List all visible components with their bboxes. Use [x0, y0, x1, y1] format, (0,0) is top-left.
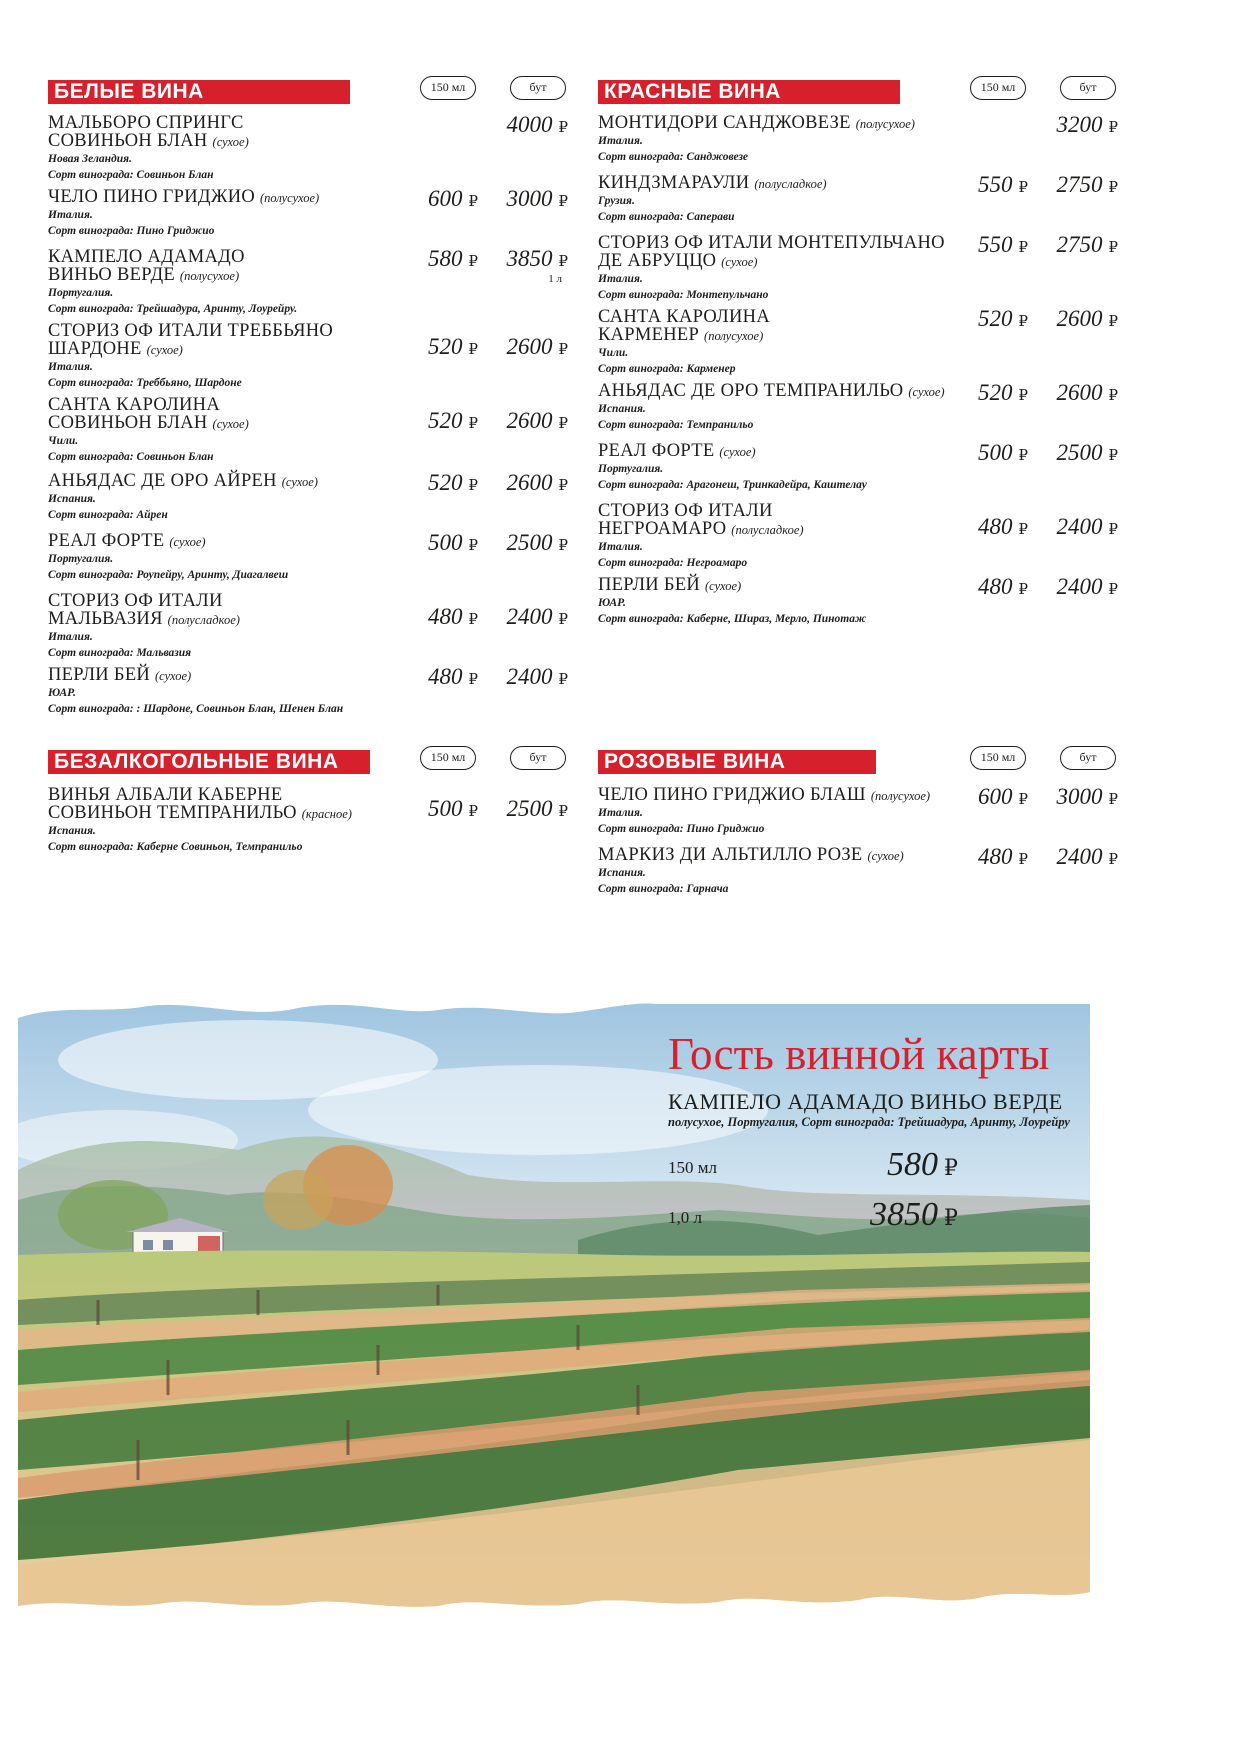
guest-price-row: [668, 1144, 1208, 1194]
wine-grape: Сорт винограда: Пино Гриджио: [48, 225, 215, 237]
section-rose-wines: [598, 746, 1118, 895]
wine-name: СТОРИЗ ОФ ИТАЛИ НЕГРОАМАРО: [598, 501, 773, 539]
glass-price: 550 ₽: [977, 232, 1028, 257]
glass-price: 520 ₽: [427, 334, 478, 359]
wine-grape: Сорт винограда: Совиньон Блан: [48, 169, 214, 181]
bottle-price: 3000 ₽: [506, 186, 568, 211]
wine-name: МАЛЬБОРО СПРИНГС СОВИНЬОН БЛАН: [48, 113, 244, 151]
wine-style: (сухое): [212, 417, 249, 431]
wine-country: Италия.: [598, 807, 643, 819]
glass-price: 500 ₽: [427, 796, 478, 821]
wine-name: ЧЕЛО ПИНО ГРИДЖИО БЛАШ: [598, 785, 866, 805]
wine-name: ЧЕЛО ПИНО ГРИДЖИО: [48, 187, 256, 207]
glass-price: 480 ₽: [427, 664, 478, 689]
wine-grape: Сорт винограда: Треббьяно, Шардоне: [48, 377, 242, 389]
wine-item: [48, 666, 568, 717]
bottle-column-label: бут: [1060, 746, 1116, 770]
wine-name: АНЬЯДАС ДЕ ОРО АЙРЕН: [48, 471, 277, 491]
wine-name: ПЕРЛИ БЕЙ: [598, 575, 701, 595]
wine-item: [598, 442, 1118, 493]
wine-item: [598, 846, 1118, 897]
bottle-price: 2750 ₽: [1056, 172, 1118, 197]
wine-grape: Сорт винограда: Санджовезе: [598, 151, 749, 163]
wine-country: Италия.: [598, 541, 643, 553]
section-title: БЕЛЫЕ ВИНА: [48, 80, 350, 104]
bottle-price: 2600 ₽: [1056, 380, 1118, 405]
wine-grape: Сорт винограда: Саперави: [598, 211, 735, 223]
section-red-wines: [598, 76, 1118, 625]
bottle-price: 2400 ₽: [1056, 844, 1118, 869]
glass-price: 520 ₽: [977, 380, 1028, 405]
glass-price: 520 ₽: [977, 306, 1028, 331]
bottle-price: 2400 ₽: [506, 664, 568, 689]
glass-price: 480 ₽: [977, 514, 1028, 539]
section-title: БЕЗАЛКОГОЛЬНЫЕ ВИНА: [48, 750, 370, 774]
wine-style: (полусухое): [704, 329, 764, 343]
bottle-price: 2500 ₽: [506, 796, 568, 821]
wine-country: Испания.: [48, 493, 96, 505]
bottle-price: 2500 ₽: [506, 530, 568, 555]
wine-country: Италия.: [48, 361, 93, 373]
wine-item: [48, 114, 568, 183]
bottle-price: 2600 ₽: [506, 470, 568, 495]
wine-style: (полусладкое): [731, 523, 804, 537]
wine-style: (полусухое): [259, 191, 320, 205]
bottle-price: 2500 ₽: [1056, 440, 1118, 465]
wine-item: [598, 308, 1118, 377]
wine-style: (сухое): [281, 475, 318, 489]
wine-grape: Сорт винограда: Роупейру, Аринту, Диагалвеш: [48, 569, 289, 581]
guest-volume: 1,0 л: [668, 1208, 702, 1227]
wine-grape: Сорт винограда: Мальвазия: [48, 647, 192, 659]
wine-grape: Сорт винограда: Совиньон Блан: [48, 451, 214, 463]
wine-grape: Сорт винограда: Каберне, Шираз, Мерло, Пинотаж: [598, 613, 866, 625]
wine-style: (красное): [301, 807, 352, 821]
guest-price-row: [668, 1194, 1208, 1244]
bottle-price: 2750 ₽: [1056, 232, 1118, 257]
guest-title: Гость винной карты: [668, 1029, 1050, 1079]
glass-price: 500 ₽: [427, 530, 478, 555]
wine-grape: Сорт винограда: Айрен: [48, 509, 168, 521]
bottle-price: 3850 ₽: [506, 246, 568, 271]
wine-item: [598, 786, 1118, 837]
wine-country: Испания.: [598, 403, 646, 415]
bottle-volume-note: 1 л: [548, 273, 562, 285]
wine-grape: Сорт винограда: Арагонеш, Тринкадейра, Каштелау: [598, 479, 867, 491]
guest-price: 3850 ₽: [870, 1196, 958, 1233]
glass-price: 520 ₽: [427, 408, 478, 433]
wine-grape: Сорт винограда: Гарнача: [598, 883, 729, 895]
bottle-price: 2400 ₽: [1056, 574, 1118, 599]
wine-name: КИНДЗМАРАУЛИ: [598, 173, 750, 193]
wine-country: Португалия.: [48, 553, 114, 565]
guest-wine-name: КАМПЕЛО АДАМАДО ВИНЬО ВЕРДЕ: [668, 1089, 1063, 1114]
wine-style: (сухое): [169, 535, 206, 549]
wine-style: (полусухое): [855, 117, 915, 131]
wine-name: РЕАЛ ФОРТЕ: [598, 441, 715, 461]
section-header: [598, 76, 1118, 104]
glass-price: 480 ₽: [977, 844, 1028, 869]
section-header: [598, 746, 1118, 774]
glass-column-label: 150 мл: [420, 746, 476, 770]
wine-grape: Сорт винограда: Пино Гриджио: [598, 823, 765, 835]
wine-name: АНЬЯДАС ДЕ ОРО ТЕМПРАНИЛЬО: [598, 381, 904, 401]
section-nonalcoholic-wines: [48, 746, 568, 853]
bottle-price: 2600 ₽: [1056, 306, 1118, 331]
section-title: КРАСНЫЕ ВИНА: [598, 80, 900, 104]
bottle-price: 4000 ₽: [506, 112, 568, 137]
wine-name: ВИНЬЯ АЛБАЛИ КАБЕРНЕ СОВИНЬОН ТЕМПРАНИЛЬО: [48, 785, 297, 823]
guest-price: 580 ₽: [887, 1146, 958, 1183]
wine-name: СТОРИЗ ОФ ИТАЛИ ТРЕББЬЯНО ШАРДОНЕ: [48, 321, 334, 359]
wine-style: (сухое): [908, 385, 945, 399]
glass-column-label: 150 мл: [970, 746, 1026, 770]
glass-price: 600 ₽: [977, 784, 1028, 809]
bottle-price: 2400 ₽: [1056, 514, 1118, 539]
wine-country: Чили.: [598, 347, 629, 359]
wine-country: Португалия.: [598, 463, 664, 475]
wine-item: [48, 322, 568, 391]
wine-country: Испания.: [598, 867, 646, 879]
wine-style: (сухое): [721, 255, 758, 269]
wine-name: ПЕРЛИ БЕЙ: [48, 665, 151, 685]
glass-price: 500 ₽: [977, 440, 1028, 465]
wine-country: Италия.: [48, 631, 93, 643]
wine-name: КАМПЕЛО АДАМАДО ВИНЬО ВЕРДЕ: [48, 247, 245, 285]
bottle-price: 3000 ₽: [1056, 784, 1118, 809]
wine-name: МАРКИЗ ДИ АЛЬТИЛЛО РОЗЕ: [598, 845, 863, 865]
wine-grape: Сорт винограда: Негроамаро: [598, 557, 748, 569]
wine-style: (полусухое): [870, 789, 931, 803]
wine-country: Италия.: [598, 135, 643, 147]
wine-style: (полусухое): [179, 269, 240, 283]
bottle-price: 2400 ₽: [506, 604, 568, 629]
wine-grape: Сорт винограда: Трейшадура, Аринту, Лоурейру.: [48, 303, 298, 315]
bottle-column-label: бут: [1060, 76, 1116, 100]
wine-grape: Сорт винограда: Темпранильо: [598, 419, 754, 431]
wine-style: (полусладкое): [167, 613, 240, 627]
wine-style: (сухое): [212, 135, 249, 149]
wine-item: [598, 174, 1118, 225]
wine-item: [598, 576, 1118, 627]
wine-country: Испания.: [48, 825, 96, 837]
wine-item: [598, 234, 1118, 303]
guest-wine-description: полусухое, Португалия, Сорт винограда: Трейшадура, Аринту, Лоурейру: [668, 1115, 1070, 1129]
wine-item: [48, 188, 568, 239]
wine-country: Италия.: [48, 209, 93, 221]
wine-item: [48, 472, 568, 523]
wine-style: (полусладкое): [754, 177, 827, 191]
guest-wine-feature: [668, 1028, 1208, 1244]
wine-item: [598, 382, 1118, 433]
glass-price: 600 ₽: [427, 186, 478, 211]
section-title: РОЗОВЫЕ ВИНА: [598, 750, 876, 774]
wine-style: (сухое): [705, 579, 742, 593]
glass-column-label: 150 мл: [420, 76, 476, 100]
wine-name: МОНТИДОРИ САНДЖОВЕЗЕ: [598, 113, 851, 133]
wine-item: [48, 786, 568, 855]
wine-item: [48, 592, 568, 661]
wine-country: ЮАР.: [598, 597, 626, 609]
wine-style: (сухое): [719, 445, 756, 459]
wine-country: Новая Зеландия.: [48, 153, 132, 165]
wine-grape: Сорт винограда: : Шардоне, Совиньон Блан, Шенен Блан: [48, 703, 344, 715]
wine-country: Португалия.: [48, 287, 114, 299]
wine-country: Грузия.: [598, 195, 635, 207]
wine-grape: Сорт винограда: Монтепульчано: [598, 289, 769, 301]
bottle-column-label: бут: [510, 76, 566, 100]
wine-name: САНТА КАРОЛИНА КАРМЕНЕР: [598, 307, 770, 345]
wine-name: РЕАЛ ФОРТЕ: [48, 531, 165, 551]
wine-style: (сухое): [155, 669, 192, 683]
wine-grape: Сорт винограда: Карменер: [598, 363, 736, 375]
wine-country: Чили.: [48, 435, 79, 447]
glass-price: 480 ₽: [427, 604, 478, 629]
glass-price: 480 ₽: [977, 574, 1028, 599]
wine-style: (сухое): [146, 343, 183, 357]
wine-style: (сухое): [867, 849, 904, 863]
wine-name: САНТА КАРОЛИНА СОВИНЬОН БЛАН: [48, 395, 220, 433]
wine-country: Италия.: [598, 273, 643, 285]
bottle-price: 3200 ₽: [1056, 112, 1118, 137]
bottle-price: 2600 ₽: [506, 408, 568, 433]
glass-price: 520 ₽: [427, 470, 478, 495]
wine-country: ЮАР.: [48, 687, 76, 699]
glass-column-label: 150 мл: [970, 76, 1026, 100]
wine-item: [48, 248, 568, 317]
glass-price: 580 ₽: [427, 246, 478, 271]
guest-volume: 150 мл: [668, 1158, 717, 1177]
wine-item: [598, 114, 1118, 165]
wine-grape: Сорт винограда: Каберне Совиньон, Темпранильо: [48, 841, 303, 853]
wine-item: [598, 502, 1118, 571]
section-header: [48, 746, 568, 774]
section-white-wines: [48, 76, 568, 715]
wine-item: [48, 396, 568, 465]
wine-name: СТОРИЗ ОФ ИТАЛИ МОНТЕПУЛЬЧАНО ДЕ АБРУЦЦО: [598, 233, 945, 271]
wine-item: [48, 532, 568, 583]
wine-name: СТОРИЗ ОФ ИТАЛИ МАЛЬВАЗИЯ: [48, 591, 223, 629]
bottle-column-label: бут: [510, 746, 566, 770]
section-header: [48, 76, 568, 104]
bottle-price: 2600 ₽: [506, 334, 568, 359]
glass-price: 550 ₽: [977, 172, 1028, 197]
